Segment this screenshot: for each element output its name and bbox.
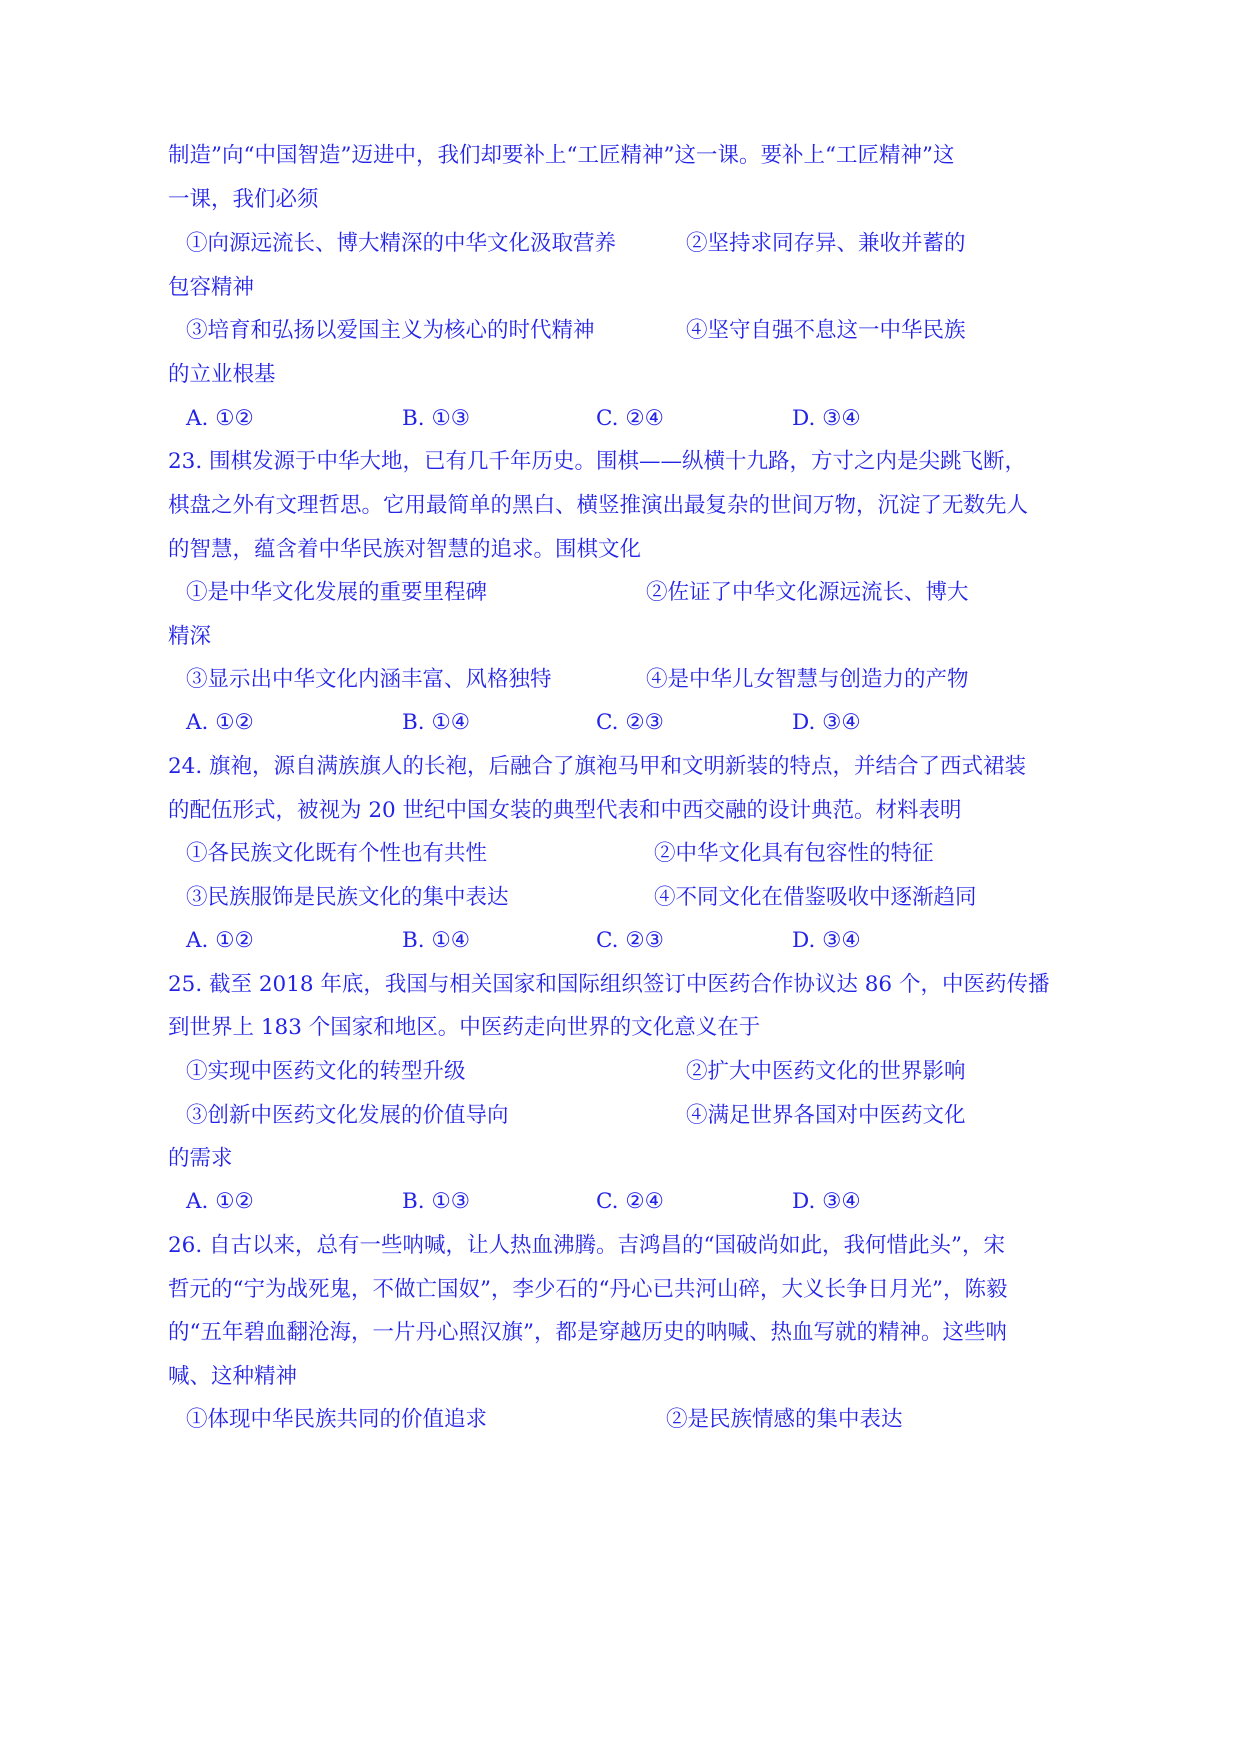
q22-statement-2-cont: 包容精神 <box>168 275 255 300</box>
q24-option-d: D. ③④ <box>792 928 861 953</box>
q23-stem-line-1: 23. 围棋发源于中华大地，已有几千年历史。围棋——纵横十九路，方寸之内是尖跳飞断， <box>168 449 1027 474</box>
q26-statement-2: ②是民族情感的集中表达 <box>666 1407 903 1432</box>
q26-stem-line-1: 26. 自古以来，总有一些呐喊，让人热血沸腾。吉鸿昌的“国破尚如此，我何惜此头”，宋 <box>168 1233 1006 1258</box>
q22-statement-2: ②坚持求同存异、兼收并蓄的 <box>686 231 966 256</box>
q24-statement-1: ①各民族文化既有个性也有共性 <box>186 841 488 866</box>
q26-stem-line-4: 喊、这种精神 <box>168 1364 298 1389</box>
q22-statement-4: ④坚守自强不息这一中华民族 <box>686 318 966 343</box>
q22-option-c: C. ②④ <box>596 406 664 431</box>
q25-option-b: B. ①③ <box>402 1189 471 1214</box>
q25-stem-line-2: 到世界上 183 个国家和地区。中医药走向世界的文化意义在于 <box>168 1015 761 1040</box>
q23-stem-line-3: 的智慧，蕴含着中华民族对智慧的追求。围棋文化 <box>168 537 642 562</box>
q22-stem-line-1: 制造”向“中国智造”迈进中，我们却要补上“工匠精神”这一课。要补上“工匠精神”这 <box>168 143 955 168</box>
q26-stem-line-2: 哲元的“宁为战死鬼，不做亡国奴”，李少石的“丹心已共河山碎，大义长争日月光”，陈毅 <box>168 1277 1008 1302</box>
q22-option-a: A. ①② <box>186 406 254 431</box>
q23-option-c: C. ②③ <box>596 710 664 735</box>
q25-statement-4: ④满足世界各国对中医药文化 <box>686 1103 966 1128</box>
q22-statement-1: ①向源远流长、博大精深的中华文化汲取营养 <box>186 231 617 256</box>
q25-option-a: A. ①② <box>186 1189 254 1214</box>
q23-option-a: A. ①② <box>186 710 254 735</box>
q24-statement-4: ④不同文化在借鉴吸收中逐渐趋同 <box>654 885 977 910</box>
q22-statement-4-cont: 的立业根基 <box>168 362 276 387</box>
q23-statement-4: ④是中华儿女智慧与创造力的产物 <box>646 667 969 692</box>
q24-statement-2: ②中华文化具有包容性的特征 <box>654 841 934 866</box>
q25-statement-1: ①实现中医药文化的转型升级 <box>186 1059 466 1084</box>
q22-statement-3: ③培育和弘扬以爱国主义为核心的时代精神 <box>186 318 595 343</box>
q23-option-b: B. ①④ <box>402 710 471 735</box>
q23-statement-2: ②佐证了中华文化源远流长、博大 <box>646 580 969 605</box>
q24-option-a: A. ①② <box>186 928 254 953</box>
q24-stem-line-1: 24. 旗袍，源自满族旗人的长袍，后融合了旗袍马甲和文明新装的特点，并结合了西式裙装 <box>168 754 1027 779</box>
q23-statement-1: ①是中华文化发展的重要里程碑 <box>186 580 488 605</box>
q22-option-b: B. ①③ <box>402 406 471 431</box>
q23-statement-2-cont: 精深 <box>168 624 212 649</box>
q24-statement-3: ③民族服饰是民族文化的集中表达 <box>186 885 509 910</box>
q24-option-b: B. ①④ <box>402 928 471 953</box>
q24-option-c: C. ②③ <box>596 928 664 953</box>
q25-stem-line-1: 25. 截至 2018 年底，我国与相关国家和国际组织签订中医药合作协议达 86 个，中医药传播 <box>168 972 1050 997</box>
q23-option-d: D. ③④ <box>792 710 861 735</box>
q25-statement-4-cont: 的需求 <box>168 1146 233 1171</box>
q26-stem-line-3: 的“五年碧血翻沧海，一片丹心照汉旗”，都是穿越历史的呐喊、热血写就的精神。这些呐 <box>168 1320 1007 1345</box>
q22-stem-line-2: 一课，我们必须 <box>168 187 319 212</box>
q26-statement-1: ①体现中华民族共同的价值追求 <box>186 1407 488 1432</box>
q25-option-d: D. ③④ <box>792 1189 861 1214</box>
q23-stem-line-2: 棋盘之外有文理哲思。它用最简单的黑白、横竖推演出最复杂的世间万物，沉淀了无数先人 <box>168 493 1029 518</box>
q25-statement-2: ②扩大中医药文化的世界影响 <box>686 1059 966 1084</box>
q24-stem-line-2: 的配伍形式，被视为 20 世纪中国女装的典型代表和中西交融的设计典范。材料表明 <box>168 798 962 823</box>
q22-option-d: D. ③④ <box>792 406 861 431</box>
q25-option-c: C. ②④ <box>596 1189 664 1214</box>
q25-statement-3: ③创新中医药文化发展的价值导向 <box>186 1103 509 1128</box>
q23-statement-3: ③显示出中华文化内涵丰富、风格独特 <box>186 667 552 692</box>
